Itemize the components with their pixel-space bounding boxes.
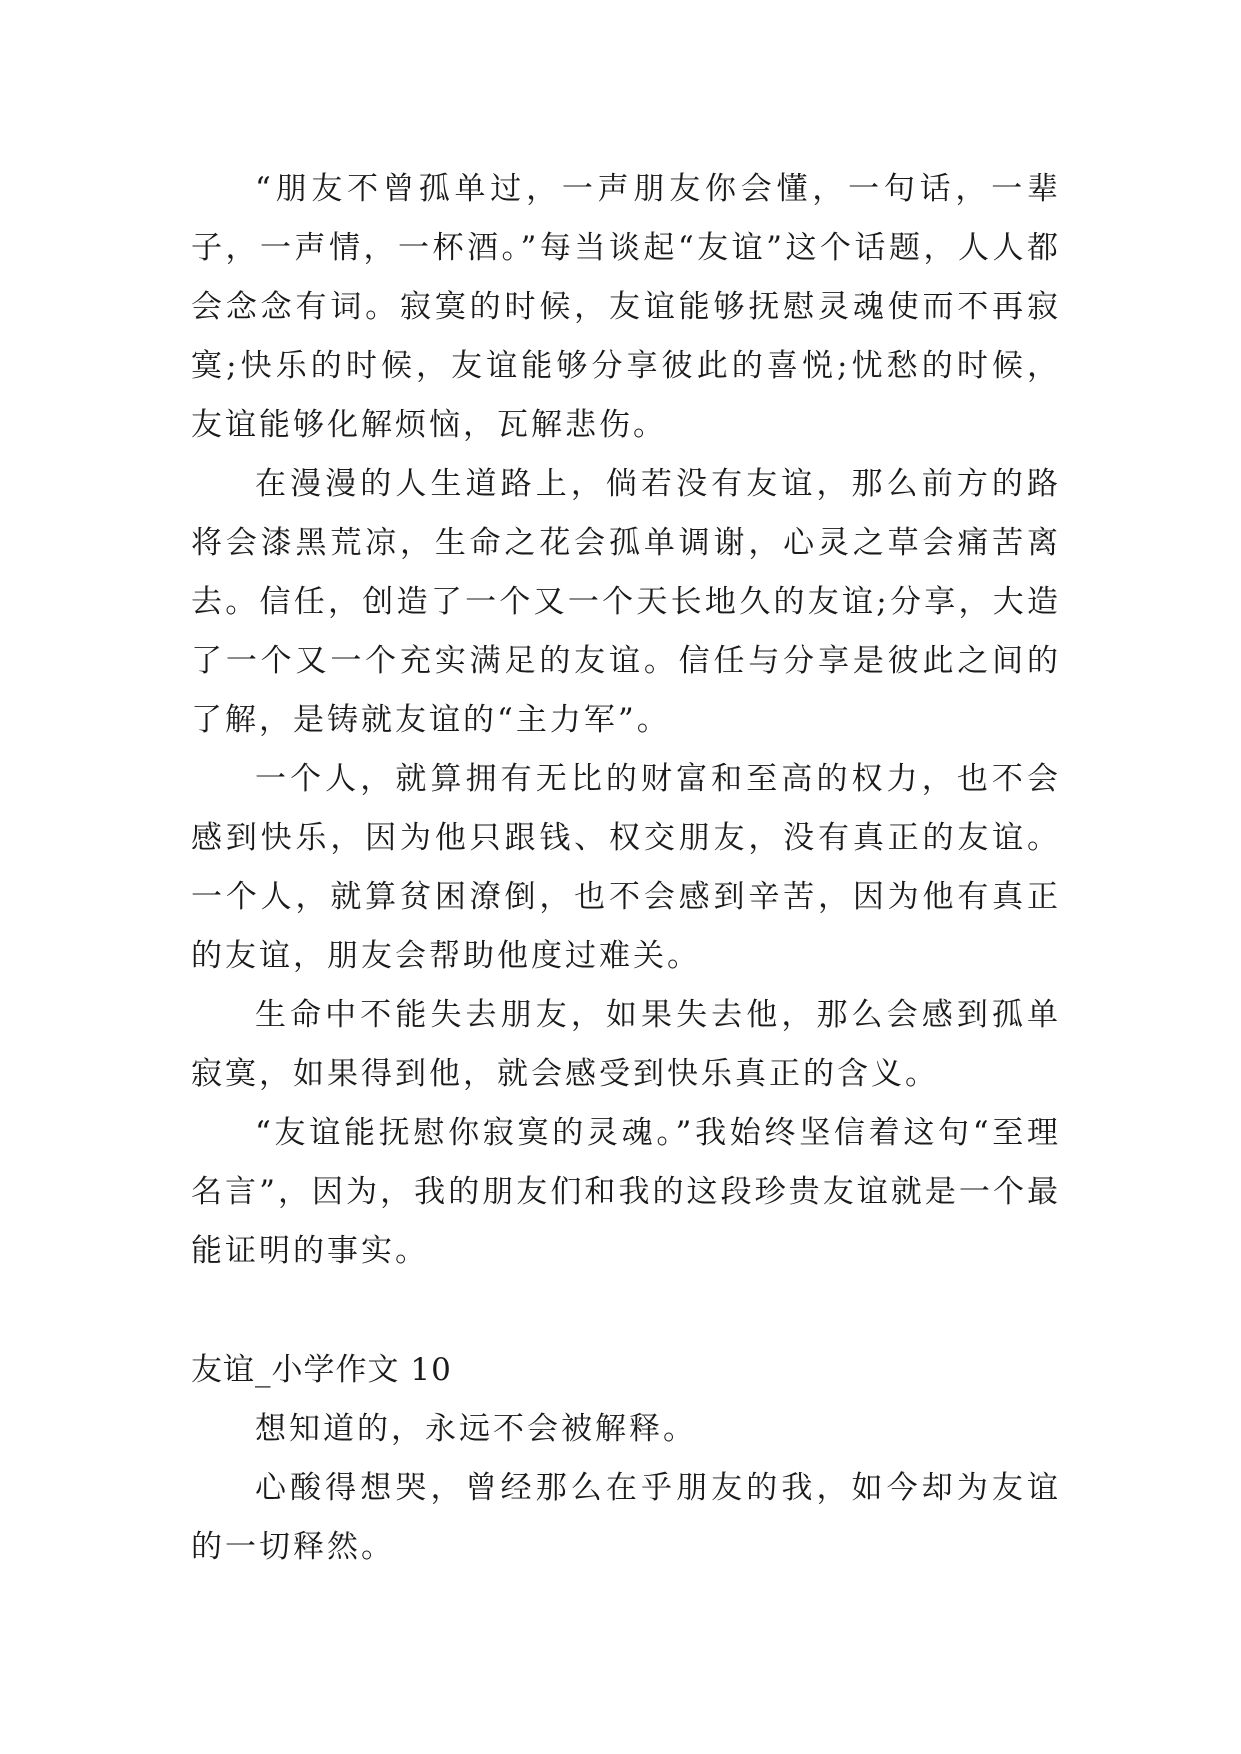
paragraph: 生命中不能失去朋友，如果失去他，那么会感到孤单寂寞，如果得到他，就会感受到快乐真正的含义。 — [191, 997, 1061, 1092]
document-body — [191, 160, 1061, 1577]
paragraph: 想知道的，永远不会被解释。 — [255, 1411, 697, 1447]
paragraph: 心酸得想哭，曾经那么在乎朋友的我，如今却为友谊的一切释然。 — [191, 1470, 1061, 1565]
section-heading: 友谊_小学作文 10 — [191, 1352, 452, 1388]
paragraph: 一个人，就算拥有无比的财富和至高的权力，也不会感到快乐，因为他只跟钱、权交朋友，没有真正的友谊。一个人，就算贫困潦倒，也不会感到辛苦，因为他有真正的友谊，朋友会帮助他度过难关。 — [191, 761, 1061, 974]
paragraph: 在漫漫的人生道路上，倘若没有友谊，那么前方的路将会漆黑荒凉，生命之花会孤单调谢，心灵之草会痛苦离去。信任，创造了一个又一个天长地久的友谊;分享，大造了一个又一个充实满足的友谊。信任与分享是彼此之间的了解，是铸就友谊的“主力军”。 — [191, 466, 1061, 738]
paragraph: “朋友不曾孤单过，一声朋友你会懂，一句话，一辈子，一声情，一杯酒。”每当谈起“友谊”这个话题，人人都会念念有词。寂寞的时候，友谊能够抚慰灵魂使而不再寂寞;快乐的时候，友谊能够分享彼此的喜悦;忧愁的时候，友谊能够化解烦恼，瓦解悲伤。 — [191, 171, 1061, 443]
paragraph: “友谊能抚慰你寂寞的灵魂。”我始终坚信着这句“至理名言”，因为，我的朋友们和我的这段珍贵友谊就是一个最能证明的事实。 — [191, 1115, 1061, 1269]
